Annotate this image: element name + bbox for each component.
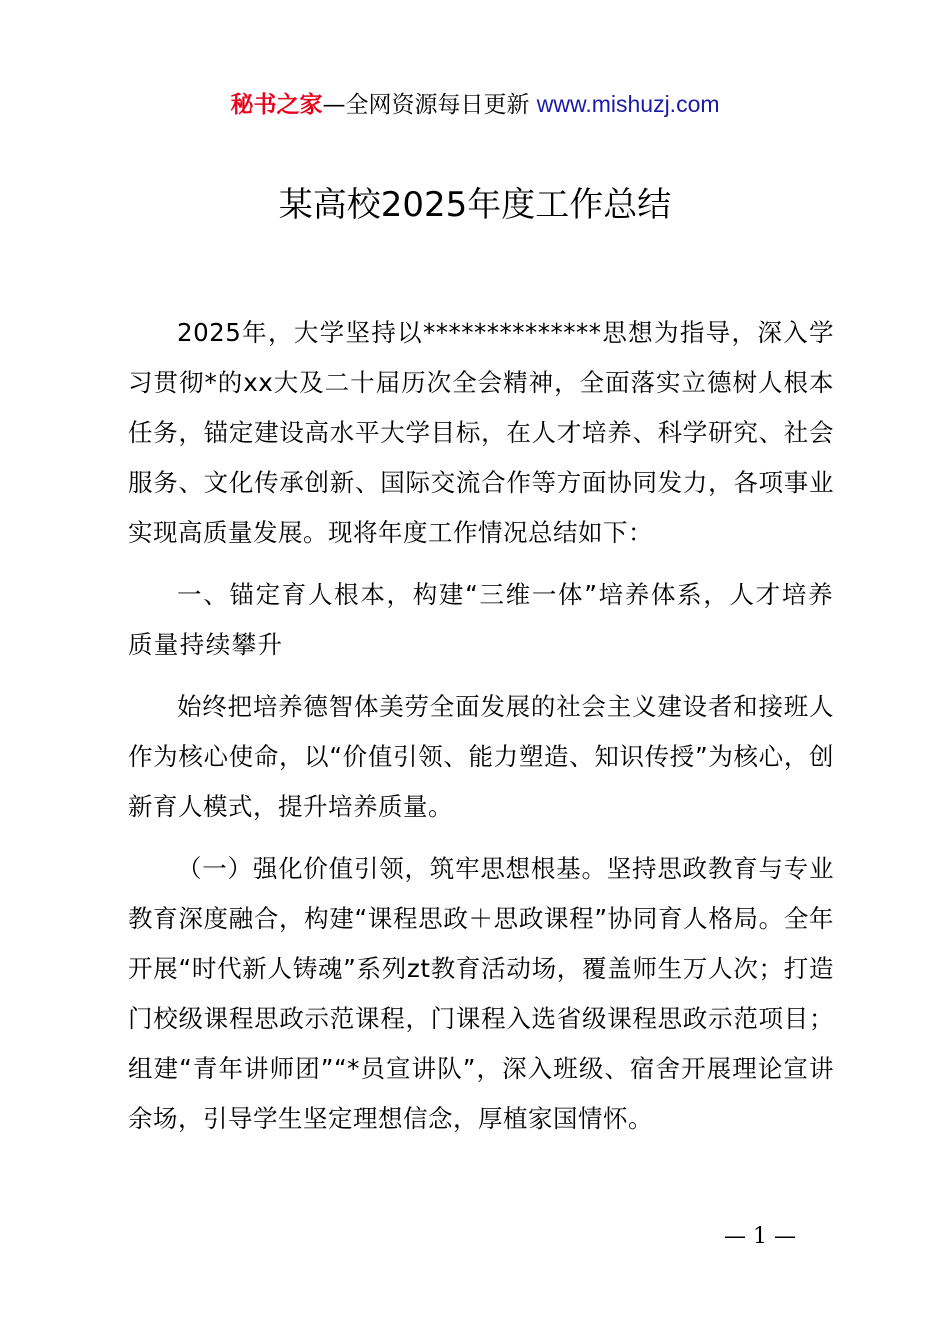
banner-url-link[interactable]: www.mishuzj.com: [536, 91, 720, 117]
document-body: [128, 308, 834, 1144]
banner-tagline: —全网资源每日更新: [322, 92, 537, 118]
banner-brand: 秘书之家: [230, 92, 323, 118]
paragraph-section-1-intro: 始终把培养德智体美劳全面发展的社会主义建设者和接班人作为核心使命，以“价值引领、能力塑造、知识传授”为核心，创新育人模式，提升培养质量。: [128, 692, 834, 821]
paragraph-intro: 2025年，大学坚持以**************思想为指导，深入学习贯彻*的xx大及二十届历次全会精神，全面落实立德树人根本任务，锚定建设高水平大学目标，在人才培养、科学研究、社会服务、文化传承创新、国际交流合作等方面协同发力，各项事业实现高质量发展。现将年度工作情况总结如下：: [128, 318, 834, 547]
paragraph-subsection-1: （一）强化价值引领，筑牢思想根基。坚持思政教育与专业教育深度融合，构建“课程思政＋思政课程”协同育人格局。全年开展“时代新人铸魂”系列zt教育活动场，覆盖师生万人次；打造门校级课程思政示范课程，门课程入选省级课程思政示范项目；组建“青年讲师团”“*员宣讲队”，深入班级、宿舍开展理论宣讲余场，引导学生坚定理想信念，厚植家国情怀。: [128, 854, 834, 1133]
site-banner: [0, 88, 950, 121]
page-number: — 1 —: [724, 1224, 796, 1249]
document-title: 某高校2025年度工作总结: [278, 185, 672, 225]
section-heading-1: 一、锚定育人根本，构建“三维一体”培养体系，人才培养质量持续攀升: [128, 580, 834, 659]
